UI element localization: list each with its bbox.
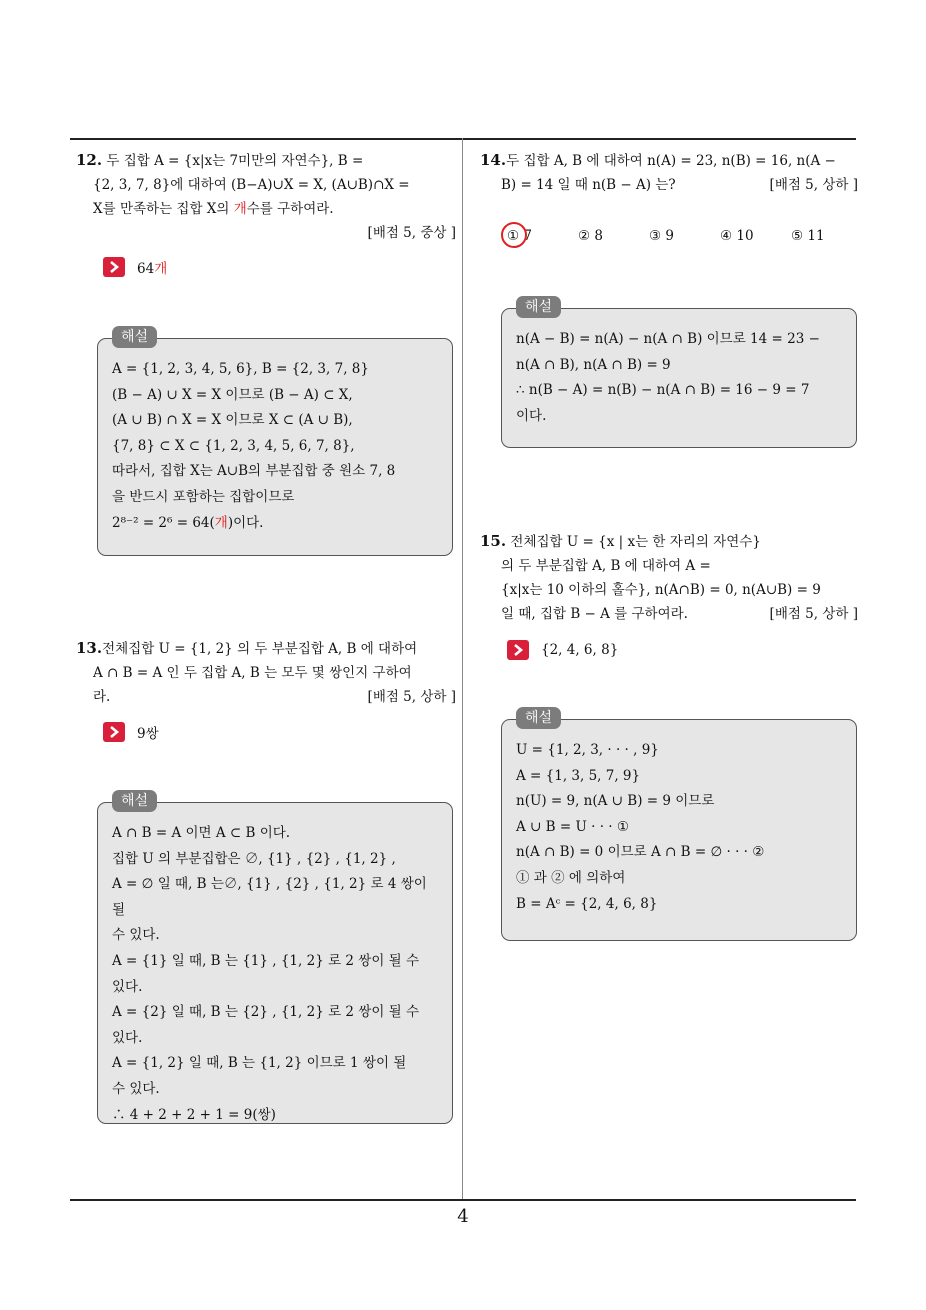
question-text-line: A ∩ B = A 인 두 집합 A, B 는 모두 몇 쌍인지 구하여 (93, 665, 412, 681)
selected-circle-icon (501, 222, 527, 248)
choice-1[interactable]: ① 7 (507, 228, 578, 244)
question-number: 15. (480, 532, 507, 550)
answer-text: 64개 (137, 261, 168, 277)
solution-line: A = {1, 3, 5, 7, 9} (516, 767, 641, 784)
solution-line: n(A ∩ B), n(A ∩ B) = 9 (516, 356, 671, 373)
choice-3[interactable]: ③ 9 (649, 228, 674, 244)
solution-line: 수 있다. (112, 1080, 160, 1097)
solution-line: 집합 U 의 부분집합은 ∅, {1} , {2} , {1, 2} , (112, 850, 396, 867)
solution-line: 있다. (112, 978, 143, 995)
solution-line: A ∪ B = U · · · ① (516, 818, 629, 835)
score-difficulty: [배점 5, 상하 ] (769, 606, 858, 622)
choice-4[interactable]: ④ 10 (720, 228, 754, 244)
solution-line: n(U) = 9, n(A ∪ B) = 9 이므로 (516, 793, 715, 810)
answer-text: 9쌍 (137, 726, 159, 742)
question-number: 14. (480, 151, 507, 169)
question-text-line: 의 두 부분집합 A, B 에 대하여 A = (501, 558, 711, 574)
answer-text: {2, 4, 6, 8} (541, 642, 619, 658)
solution-line: {7, 8} ⊂ X ⊂ {1, 2, 3, 4, 5, 6, 7, 8}, (112, 437, 355, 454)
question-text-line: 일 때, 집합 B − A 를 구하여라. [배점 5, 상하 ] (480, 602, 858, 626)
solution-box (501, 299, 857, 448)
top-rule (70, 138, 856, 140)
solution-line: A = {1} 일 때, B 는 {1} , {1, 2} 로 2 쌍이 될 수 (112, 952, 420, 969)
solution-line: 수 있다. (112, 927, 160, 944)
choice-2[interactable]: ② 8 (578, 228, 603, 244)
solution-line: B = Aᶜ = {2, 4, 6, 8} (516, 895, 658, 912)
solution-line: ① 과 ② 에 의하여 (516, 869, 626, 886)
solution-box (97, 329, 453, 556)
question-text-line: 전체집합 U = {x | x는 한 자리의 자연수} (510, 534, 761, 550)
solution-line: 이다. (516, 407, 547, 424)
question-13 (76, 636, 456, 709)
question-number: 13. (76, 639, 103, 657)
question-text-line: X를 만족하는 집합 X의 개수를 구하여라. (93, 201, 334, 217)
solution-line: 을 반드시 포함하는 집합이므로 (112, 488, 295, 505)
solution-line: 따라서, 집합 X는 A∪B의 부분집합 중 원소 7, 8 (112, 463, 396, 480)
choice-5[interactable]: ⑤ 11 (791, 228, 825, 244)
solution-line: A = {2} 일 때, B 는 {2} , {1, 2} 로 2 쌍이 될 수 (112, 1004, 420, 1021)
question-text-line: 두 집합 A, B 에 대하여 n(A) = 23, n(B) = 16, n(A − (506, 153, 836, 169)
bottom-rule (70, 1199, 856, 1201)
solution-line: 있다. (112, 1029, 143, 1046)
answer-row (507, 640, 618, 660)
question-text-line: {x|x는 10 이하의 홀수}, n(A∩B) = 0, n(A∪B) = 9 (501, 582, 821, 598)
answer-row (103, 257, 167, 277)
solution-line: 2⁸⁻² = 2⁶ = 64(개)이다. (112, 514, 264, 531)
question-text-line: {2, 3, 7, 8}에 대하여 (B−A)∪X = X, (A∪B)∩X = (93, 177, 410, 193)
solution-line: A = ∅ 일 때, B 는∅, {1} , {2} , {1, 2} 로 4 쌍이 될 (112, 876, 427, 918)
answer-row (103, 722, 159, 742)
solution-tag: 해설 (516, 707, 561, 729)
score-difficulty: [배점 5, 상하 ] (769, 177, 858, 193)
chevron-right-icon (103, 257, 125, 277)
question-14 (480, 148, 858, 197)
solution-line: (A ∪ B) ∩ X = X 이므로 X ⊂ (A ∪ B), (112, 412, 353, 429)
solution-tag: 해설 (112, 326, 157, 348)
chevron-right-icon (507, 640, 529, 660)
choice-list (507, 228, 862, 244)
solution-line: ∴ 4 + 2 + 2 + 1 = 9(쌍) (112, 1106, 276, 1123)
solution-tag: 해설 (516, 296, 561, 318)
question-text-line: 전체집합 U = {1, 2} 의 두 부분집합 A, B 에 대하여 (102, 641, 418, 657)
page-number: 4 (457, 1206, 469, 1227)
solution-line: A = {1, 2, 3, 4, 5, 6}, B = {2, 3, 7, 8} (112, 361, 369, 377)
solution-line: (B − A) ∪ X = X 이므로 (B − A) ⊂ X, (112, 386, 353, 403)
question-text-line: B) = 14 일 때 n(B − A) 는? [배점 5, 상하 ] (480, 173, 858, 197)
column-divider (462, 138, 463, 1200)
solution-box (97, 793, 453, 1124)
question-number: 12. (76, 151, 103, 169)
question-15 (480, 529, 858, 626)
score-difficulty: [배점 5, 중상 ] (367, 225, 456, 241)
solution-line: U = {1, 2, 3, · · · , 9} (516, 742, 659, 758)
solution-line: n(A − B) = n(A) − n(A ∩ B) 이므로 14 = 23 − (516, 331, 820, 347)
solution-line: A ∩ B = A 이면 A ⊂ B 이다. (112, 825, 291, 841)
solution-box (501, 710, 857, 941)
solution-line: n(A ∩ B) = 0 이므로 A ∩ B = ∅ · · · ② (516, 844, 765, 861)
chevron-right-icon (103, 722, 125, 742)
question-12 (76, 148, 456, 245)
question-text-line: 두 집합 A = {x|x는 7미만의 자연수}, B = (106, 153, 364, 169)
question-text-line: 라. [배점 5, 상하 ] (76, 685, 456, 709)
solution-tag: 해설 (112, 790, 157, 812)
solution-line: ∴ n(B − A) = n(B) − n(A ∩ B) = 16 − 9 = 7 (516, 382, 810, 399)
solution-line: A = {1, 2} 일 때, B 는 {1, 2} 이므로 1 쌍이 될 (112, 1055, 407, 1072)
score-difficulty: [배점 5, 상하 ] (367, 689, 456, 705)
